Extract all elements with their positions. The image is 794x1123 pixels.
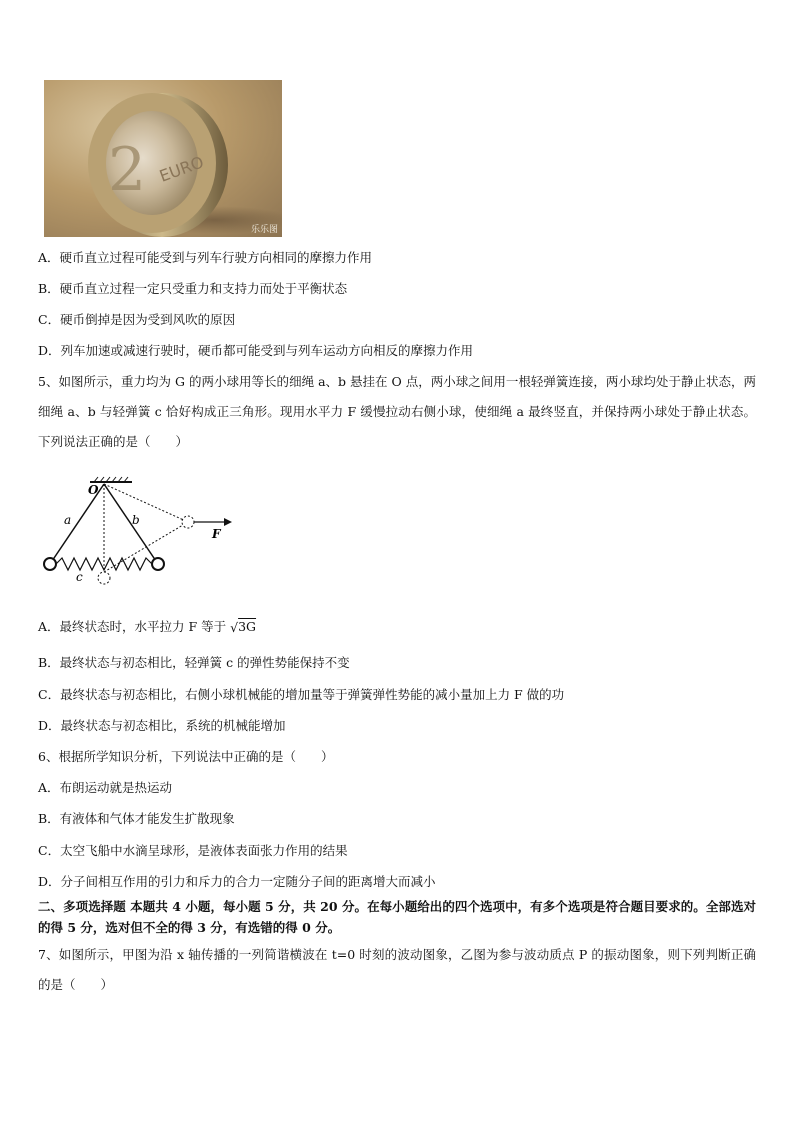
q6-option-d: D．分子间相互作用的引力和斥力的合力一定随分子间的距离增大而减小: [38, 874, 436, 889]
q4-option-c: C．硬币倒掉是因为受到风吹的原因: [38, 312, 236, 327]
q4-option-b: B．硬币直立过程一定只受重力和支持力而处于平衡状态: [38, 281, 348, 296]
q6-option-b: B．有液体和气体才能发生扩散现象: [38, 811, 235, 826]
coin-photo: [44, 80, 282, 237]
label-c: c: [76, 570, 83, 584]
q5-option-a-math: 3G: [238, 619, 257, 634]
q5-figure: [40, 474, 240, 594]
section2-heading: 二、多项选择题 本题共 4 小题，每小题 5 分，共 20 分。在每小题给出的四个选项中，有多个选项是符合题目要求的。全部选对的得 5 分，选对但不全的得 3 分，有选错的得 0 分。: [38, 899, 756, 935]
label-f: F: [212, 527, 221, 541]
q5-option-a: [38, 618, 256, 637]
sqrt-symbol: √: [230, 619, 239, 635]
svg-text:2: 2: [108, 135, 147, 205]
q5-option-a-text: A．最终状态时，水平拉力 F 等于: [38, 619, 231, 634]
label-o: O: [88, 483, 99, 497]
q6-stem: 6、根据所学知识分析，下列说法中正确的是（ ）: [38, 749, 334, 764]
coin-illustration: [44, 80, 282, 237]
spring-pendulum-diagram: [40, 474, 240, 594]
q4-option-d: D．列车加速或减速行驶时，硬币都可能受到与列车运动方向相反的摩擦力作用: [38, 343, 474, 358]
svg-text:EURO: EURO: [156, 152, 207, 186]
q5-stem: 5、如图所示，重力均为 G 的两小球用等长的细绳 a、b 悬挂在 O 点，两小球之间用一根轻弹簧连接，两小球均处于静止状态，两细绳 a、b 与轻弹簧 c 恰好构成正三角形。现用水平力 F 缓慢拉动右侧小球，使细绳 a 最终竖直，并保持两小球处于静止状态。下列说法正确的是（ ）: [38, 374, 756, 449]
q6-option-c: C．太空飞船中水滴呈球形，是液体表面张力作用的结果: [38, 843, 348, 858]
q6-option-a: A．布朗运动就是热运动: [38, 780, 173, 795]
label-b: b: [132, 513, 140, 527]
q4-option-a: A．硬币直立过程可能受到与列车行驶方向相同的摩擦力作用: [38, 250, 373, 265]
q5-option-d: D．最终状态与初态相比，系统的机械能增加: [38, 718, 286, 733]
q5-option-b: B．最终状态与初态相比，轻弹簧 c 的弹性势能保持不变: [38, 655, 350, 670]
q7-stem: 7、如图所示，甲图为沿 x 轴传播的一列简谐横波在 t=0 时刻的波动图象，乙图为参与波动质点 P 的振动图象，则下列判断正确的是（ ）: [38, 947, 756, 992]
q5-option-c: C．最终状态与初态相比，右侧小球机械能的增加量等于弹簧弹性势能的减小量加上力 F 做的功: [38, 687, 565, 702]
label-a: a: [64, 513, 72, 527]
photo-watermark: 乐乐图: [250, 225, 278, 235]
